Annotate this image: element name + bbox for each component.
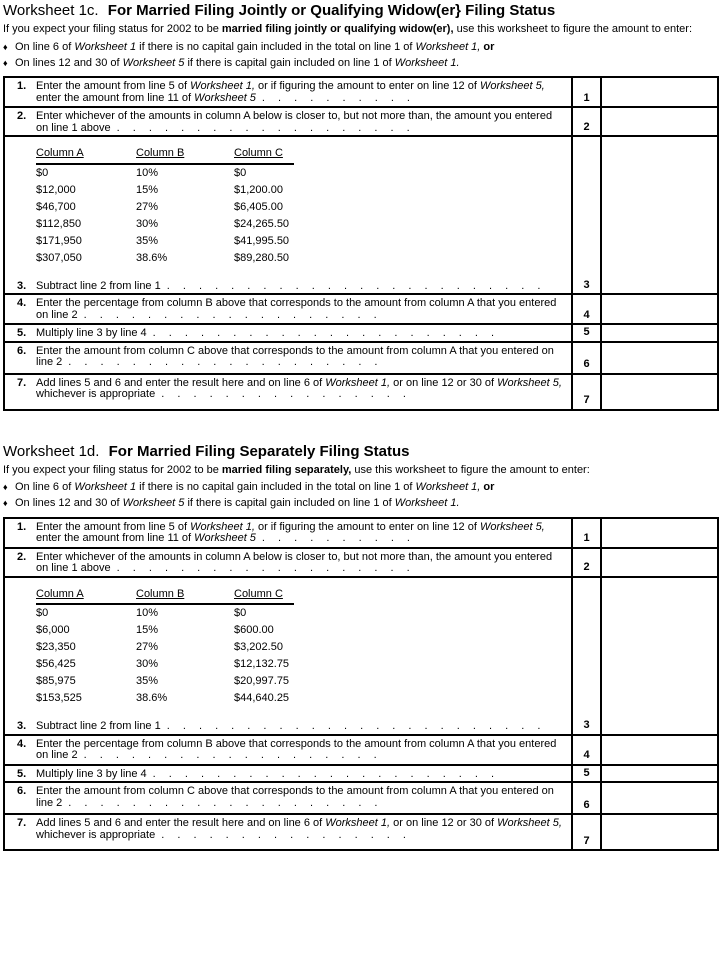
line-item-text	[36, 298, 567, 321]
text-segment: whichever is appropriate	[36, 828, 156, 841]
worksheet-row-7	[5, 815, 717, 849]
rate-cell: $12,000	[36, 183, 76, 196]
line-item-text	[36, 281, 567, 293]
text-segment: Worksheet 1	[74, 40, 137, 53]
rate-cell: 30%	[136, 658, 159, 670]
entry-box-line-7[interactable]	[602, 815, 717, 849]
text-segment: married filing separately,	[221, 463, 352, 476]
dot-leader: . . . . . . . . . . . . . . . .	[161, 828, 406, 841]
line-number-box: 1	[571, 519, 602, 547]
line-item-number: 6.	[17, 344, 27, 357]
bullet-text	[15, 481, 720, 495]
text-segment: Worksheet 1,	[190, 520, 255, 533]
text-segment: or if figuring the amount to enter on line 12 of	[254, 520, 480, 533]
rate-cell: $6,405.00	[234, 200, 283, 213]
line-item-number: 1.	[17, 80, 27, 92]
bullet-item	[3, 481, 720, 495]
rate-cell: 15%	[136, 624, 159, 636]
rate-table-row	[36, 233, 294, 250]
worksheet-row-5	[5, 766, 717, 784]
text-segment: or	[483, 481, 495, 493]
text-segment: Enter the percentage from column B above that corresponds to the amount from column A that you entered on line 2	[36, 297, 557, 321]
rate-cell: 35%	[136, 234, 159, 247]
rate-cell: 35%	[136, 675, 159, 687]
text-segment: Worksheet 5	[122, 56, 185, 69]
line-description	[5, 343, 571, 373]
rate-cell: 15%	[136, 183, 159, 196]
dot-leader: . . . . . . . . . . . . . . . . . . .	[83, 749, 377, 761]
rate-cell: $56,425	[36, 658, 76, 670]
line-item-text	[36, 786, 567, 809]
rate-table-row	[36, 656, 294, 673]
text-segment: Worksheet 1,	[190, 80, 255, 92]
rate-table-row	[36, 182, 294, 199]
text-segment: If you expect your filing status for 2002 to be	[3, 23, 222, 35]
line-number-box: 7	[571, 375, 602, 409]
dot-leader: . . . . . . . . . .	[261, 91, 410, 104]
rate-table-row	[36, 622, 294, 639]
line-item-number: 7.	[17, 376, 27, 389]
rate-cell: $0	[36, 166, 49, 179]
line-description	[5, 519, 571, 547]
worksheet-title-main: For Married Filing Jointly or Qualifying Widow(er} Filing Status	[107, 2, 556, 19]
rate-cell: $171,950	[36, 234, 82, 247]
line-number-box: 5	[571, 766, 602, 782]
text-segment: Enter the amount from column C above that corresponds to the amount from column A that you entered on line 2	[36, 344, 554, 368]
text-segment: Worksheet 5	[194, 91, 256, 104]
rate-table-row	[36, 250, 294, 267]
diamond-bullet-icon: ♦	[3, 482, 8, 492]
bullet-item	[3, 497, 720, 511]
rate-table	[36, 589, 294, 708]
rate-cell: $89,280.50	[234, 251, 290, 264]
rate-cell: $600.00	[234, 624, 274, 636]
rate-column-header: Column C	[234, 147, 283, 159]
worksheet-row-5	[5, 325, 717, 343]
worksheet-title-main: For Married Filing Separately Filing Status	[108, 442, 410, 460]
rate-table-row	[36, 605, 294, 622]
line-item-number: 5.	[17, 767, 27, 780]
text-segment: Enter the amount from column C above that corresponds to the amount from column A that you entered on line 2	[36, 785, 554, 809]
worksheet-row-1	[5, 519, 717, 549]
line-item-text	[36, 739, 567, 762]
text-segment: On lines 12 and 30 of	[15, 497, 123, 509]
line-description	[5, 108, 571, 135]
worksheet-1c-title	[3, 2, 720, 20]
line-item-number: 4.	[17, 297, 27, 309]
line-text	[36, 768, 147, 780]
text-segment: if there is no capital gain included in the total on line 1 of	[136, 481, 416, 493]
rate-cell: $85,975	[36, 675, 76, 687]
line-item-number: 1.	[17, 520, 27, 533]
text-segment: Worksheet 1	[74, 481, 137, 493]
line-description	[5, 736, 571, 764]
entry-box-line-5[interactable]	[602, 766, 717, 782]
text-segment: if there is capital gain included on line 1 of	[184, 497, 395, 509]
line-item-number: 4.	[17, 737, 27, 750]
text-segment: Worksheet 5	[194, 532, 256, 544]
worksheet-row-3	[5, 578, 717, 736]
rate-cell: $20,997.75	[234, 675, 290, 687]
worksheet-intro	[3, 23, 715, 37]
dot-leader: . . . . . . . . . . . . . . . . . . . . . . . .	[166, 279, 541, 292]
bullet-text	[15, 497, 720, 511]
line-item-number: 3.	[17, 720, 27, 732]
rate-column-header: Column B	[136, 587, 185, 600]
text-segment: married filing jointly or qualifying widow(er),	[221, 23, 454, 35]
entry-box-line-3[interactable]	[602, 137, 717, 293]
text-segment: On lines 12 and 30 of	[15, 56, 123, 69]
entry-box-line-5[interactable]	[602, 325, 717, 341]
text-segment: Worksheet 5,	[497, 376, 562, 389]
rate-cell: $112,850	[36, 217, 82, 230]
line-item-number: 7.	[17, 817, 27, 829]
line-description	[5, 137, 571, 293]
text-segment: Worksheet 1.	[394, 56, 460, 69]
line-number-box: 6	[571, 343, 602, 373]
bullet-text	[15, 57, 720, 71]
entry-box-line-3[interactable]	[602, 578, 717, 734]
line-number-box: 1	[571, 78, 602, 106]
text-segment: or on line 12 or 30 of	[390, 817, 498, 829]
text-segment: If you expect your filing status for 2002 to be	[3, 463, 222, 476]
line-item-text	[36, 81, 567, 104]
rate-table-row	[36, 216, 294, 233]
entry-box-line-4[interactable]	[602, 736, 717, 764]
text-segment: use this worksheet to figure the amount to enter:	[351, 463, 590, 476]
rate-cell: $0	[234, 166, 247, 179]
line-number-box: 4	[571, 736, 602, 764]
line-text	[36, 280, 161, 292]
rate-cell: 30%	[136, 217, 159, 230]
bullet-item	[3, 41, 720, 55]
rate-cell: $41,995.50	[234, 234, 290, 247]
text-segment: or on line 12 or 30 of	[390, 376, 498, 389]
dot-leader: . . . . . . . . . . . . . . . . . . . .	[68, 356, 378, 368]
rate-cell: $3,202.50	[234, 641, 283, 653]
rate-column-header: Column A	[36, 587, 84, 600]
text-segment: Enter whichever of the amounts in column A below is closer to, but not more than, the amount you entered on line 1 above	[36, 110, 553, 134]
text-segment: Enter the amount from line 5 of	[36, 520, 191, 533]
line-number-box: 3	[571, 137, 602, 293]
rate-table-row	[36, 673, 294, 690]
dot-leader: . . . . . . . . . . . . . . . . . . . .	[68, 796, 378, 809]
entry-box-line-1[interactable]	[602, 78, 717, 106]
line-description	[5, 325, 571, 341]
rate-table-row	[36, 165, 294, 182]
worksheet-1d-section	[3, 443, 720, 852]
worksheet-row-4	[5, 736, 717, 766]
worksheet-1d-title	[3, 443, 720, 461]
text-segment: Worksheet 5,	[479, 80, 545, 92]
worksheet-1c-section	[3, 2, 720, 411]
line-item-text	[36, 522, 567, 545]
entry-box-line-6[interactable]	[602, 343, 717, 373]
text-segment: On line 6 of	[15, 481, 75, 493]
dot-leader: . . . . . . . . . . . . . . . . . . . . . .	[152, 767, 495, 780]
rate-column-header: Column A	[36, 147, 84, 159]
line-description	[5, 578, 571, 734]
diamond-bullet-icon: ♦	[3, 41, 8, 52]
rate-cell: $153,525	[36, 692, 82, 704]
text-segment: Enter the percentage from column B above that corresponds to the amount from column A that you entered on line 2	[36, 737, 557, 761]
text-segment: Worksheet 1,	[325, 817, 391, 829]
line-description	[5, 78, 571, 106]
rate-cell: $23,350	[36, 641, 76, 653]
dot-leader: . . . . . . . . . . . . . . . . . . .	[116, 121, 410, 134]
worksheet-title-prefix: Worksheet 1d.	[3, 442, 100, 460]
line-description	[5, 549, 571, 576]
text-segment: Worksheet 5,	[497, 817, 562, 829]
bullet-text	[15, 41, 720, 55]
text-segment: Worksheet 1,	[325, 376, 391, 389]
line-item-number: 5.	[17, 327, 27, 339]
rate-table-row	[36, 199, 294, 216]
rate-table-header	[36, 148, 294, 165]
text-segment: Worksheet 5	[122, 497, 185, 509]
rate-cell: 10%	[136, 166, 159, 179]
rate-cell: $6,000	[36, 624, 70, 636]
line-description	[5, 295, 571, 323]
line-item-text	[36, 552, 567, 575]
rate-table	[36, 148, 294, 267]
line-text	[36, 720, 161, 732]
line-item-text	[36, 346, 567, 369]
line-item-text	[36, 721, 567, 733]
rate-cell: 38.6%	[136, 692, 168, 704]
dot-leader: . . . . . . . . . . . . . . . .	[161, 388, 406, 400]
line-item-text	[36, 328, 567, 340]
text-segment: Multiply line 3 by line 4	[36, 767, 147, 780]
rate-cell: $46,700	[36, 200, 76, 213]
rate-cell: $1,200.00	[234, 183, 283, 196]
worksheet-1d-table	[3, 517, 719, 852]
rate-cell: $12,132.75	[234, 658, 290, 670]
line-item-text	[36, 818, 567, 841]
text-segment: or	[483, 40, 495, 53]
line-number-box: 5	[571, 325, 602, 341]
dot-leader: . . . . . . . . . . . . . . . . . . . . . . . .	[166, 720, 541, 732]
text-segment: enter the amount from line 11 of	[36, 91, 195, 104]
diamond-bullet-icon: ♦	[3, 498, 8, 508]
line-item-text	[36, 769, 567, 781]
line-number-box: 4	[571, 295, 602, 323]
worksheet-row-1	[5, 78, 717, 108]
line-description	[5, 783, 571, 813]
worksheet-row-6	[5, 343, 717, 375]
diamond-bullet-icon: ♦	[3, 57, 8, 68]
text-segment: Multiply line 3 by line 4	[36, 327, 147, 339]
rate-cell: 10%	[136, 607, 159, 619]
rate-cell: $307,050	[36, 251, 82, 264]
text-segment: Subtract line 2 from line 1	[36, 279, 161, 292]
line-description	[5, 375, 571, 409]
rate-cell: 27%	[136, 641, 159, 653]
dot-leader: . . . . . . . . . . . . . . . . . . . . . .	[152, 327, 495, 339]
rate-table-row	[36, 690, 294, 707]
rate-table-row	[36, 639, 294, 656]
worksheet-row-2	[5, 549, 717, 578]
line-item-number: 3.	[17, 279, 27, 292]
rate-column-header: Column C	[234, 587, 283, 600]
text-segment: Worksheet 1.	[394, 497, 460, 509]
entry-box-line-2[interactable]	[602, 549, 717, 576]
worksheet-title-prefix: Worksheet 1c.	[3, 2, 99, 19]
entry-box-line-7[interactable]	[602, 375, 717, 409]
line-description	[5, 815, 571, 849]
worksheet-row-6	[5, 783, 717, 815]
line-description	[5, 766, 571, 782]
worksheet-row-4	[5, 295, 717, 325]
text-segment: Add lines 5 and 6 and enter the result here and on line 6 of	[36, 817, 326, 829]
line-item-text	[36, 111, 567, 134]
rate-cell: 27%	[136, 200, 159, 213]
dot-leader: . . . . . . . . . .	[261, 532, 410, 544]
line-number-box: 7	[571, 815, 602, 849]
worksheet-row-3	[5, 137, 717, 295]
dot-leader: . . . . . . . . . . . . . . . . . . .	[83, 308, 377, 321]
text-segment: use this worksheet to figure the amount to enter:	[453, 23, 692, 35]
rate-cell: 38.6%	[136, 251, 168, 264]
line-item-number: 2.	[17, 110, 27, 122]
line-number-box: 2	[571, 549, 602, 576]
worksheet-row-7	[5, 375, 717, 409]
worksheet-intro	[3, 464, 715, 478]
text-segment: Enter whichever of the amounts in column A below is closer to, but not more than, the amount you entered on line 1 above	[36, 550, 553, 574]
text-segment: Add lines 5 and 6 and enter the result here and on line 6 of	[36, 376, 326, 389]
text-segment: enter the amount from line 11 of	[36, 532, 195, 544]
line-item-text	[36, 378, 567, 401]
rate-cell: $0	[234, 607, 247, 619]
line-item-number: 6.	[17, 785, 27, 797]
dot-leader: . . . . . . . . . . . . . . . . . . .	[116, 562, 410, 574]
text-segment: Worksheet 5,	[479, 520, 545, 533]
rate-cell: $24,265.50	[234, 217, 290, 230]
worksheet-row-2	[5, 108, 717, 137]
text-segment: Enter the amount from line 5 of	[36, 80, 191, 92]
rate-column-header: Column B	[136, 147, 185, 159]
text-segment: if there is no capital gain included in the total on line 1 of	[136, 40, 416, 53]
text-segment: Subtract line 2 from line 1	[36, 720, 161, 732]
line-number-box: 6	[571, 783, 602, 813]
text-segment: whichever is appropriate	[36, 388, 156, 400]
text-segment: On line 6 of	[15, 40, 75, 53]
worksheet-1c-table	[3, 76, 719, 411]
rate-cell: $44,640.25	[234, 692, 290, 704]
text-segment: if there is capital gain included on line 1 of	[184, 56, 395, 69]
text-segment: Worksheet 1,	[415, 481, 481, 493]
line-number-box: 3	[571, 578, 602, 734]
bullet-item	[3, 57, 720, 71]
entry-box-line-2[interactable]	[602, 108, 717, 135]
text-segment: or if figuring the amount to enter on line 12 of	[254, 80, 480, 92]
rate-table-header	[36, 589, 294, 606]
line-number-box: 2	[571, 108, 602, 135]
text-segment: Worksheet 1,	[415, 40, 481, 53]
entry-box-line-1[interactable]	[602, 519, 717, 547]
rate-cell: $0	[36, 607, 49, 619]
line-text	[36, 327, 147, 339]
entry-box-line-4[interactable]	[602, 295, 717, 323]
entry-box-line-6[interactable]	[602, 783, 717, 813]
line-item-number: 2.	[17, 550, 27, 563]
